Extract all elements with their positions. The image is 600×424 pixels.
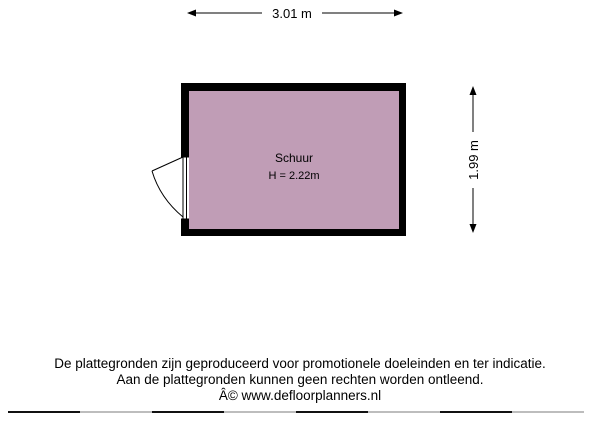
height-dimension bbox=[466, 86, 481, 233]
room-height: H = 2.22m bbox=[268, 170, 320, 182]
disclaimer-line-2: Aan de plattegronden kunnen geen rechten worden ontleend. bbox=[116, 372, 484, 387]
scale-segment bbox=[8, 411, 80, 413]
scale-segment bbox=[512, 411, 584, 413]
arrow-down-icon bbox=[470, 224, 477, 233]
arrow-left-icon bbox=[187, 10, 196, 17]
disclaimer bbox=[0, 356, 600, 404]
arrow-up-icon bbox=[470, 86, 477, 95]
scale-segment bbox=[440, 411, 512, 413]
door-leaf bbox=[152, 157, 183, 171]
disclaimer-line-3: Â© www.defloorplanners.nl bbox=[218, 388, 382, 403]
scale-bar bbox=[8, 411, 584, 414]
scale-segment bbox=[368, 411, 440, 413]
disclaimer-line-1: De plattegronden zijn geproduceerd voor promotionele doeleinden en ter indicatie. bbox=[54, 356, 546, 371]
door-swing-arc bbox=[152, 171, 183, 217]
scale-segment bbox=[224, 411, 296, 413]
scale-segment bbox=[296, 411, 368, 413]
arrow-right-icon bbox=[394, 10, 403, 17]
height-label: 1.99 m bbox=[466, 140, 481, 180]
width-label: 3.01 m bbox=[272, 6, 312, 21]
width-dimension bbox=[187, 6, 403, 21]
scale-segment bbox=[80, 411, 152, 413]
door bbox=[152, 157, 189, 219]
scale-segment bbox=[152, 411, 224, 413]
room-name: Schuur bbox=[274, 151, 314, 165]
door-opening bbox=[181, 157, 189, 219]
